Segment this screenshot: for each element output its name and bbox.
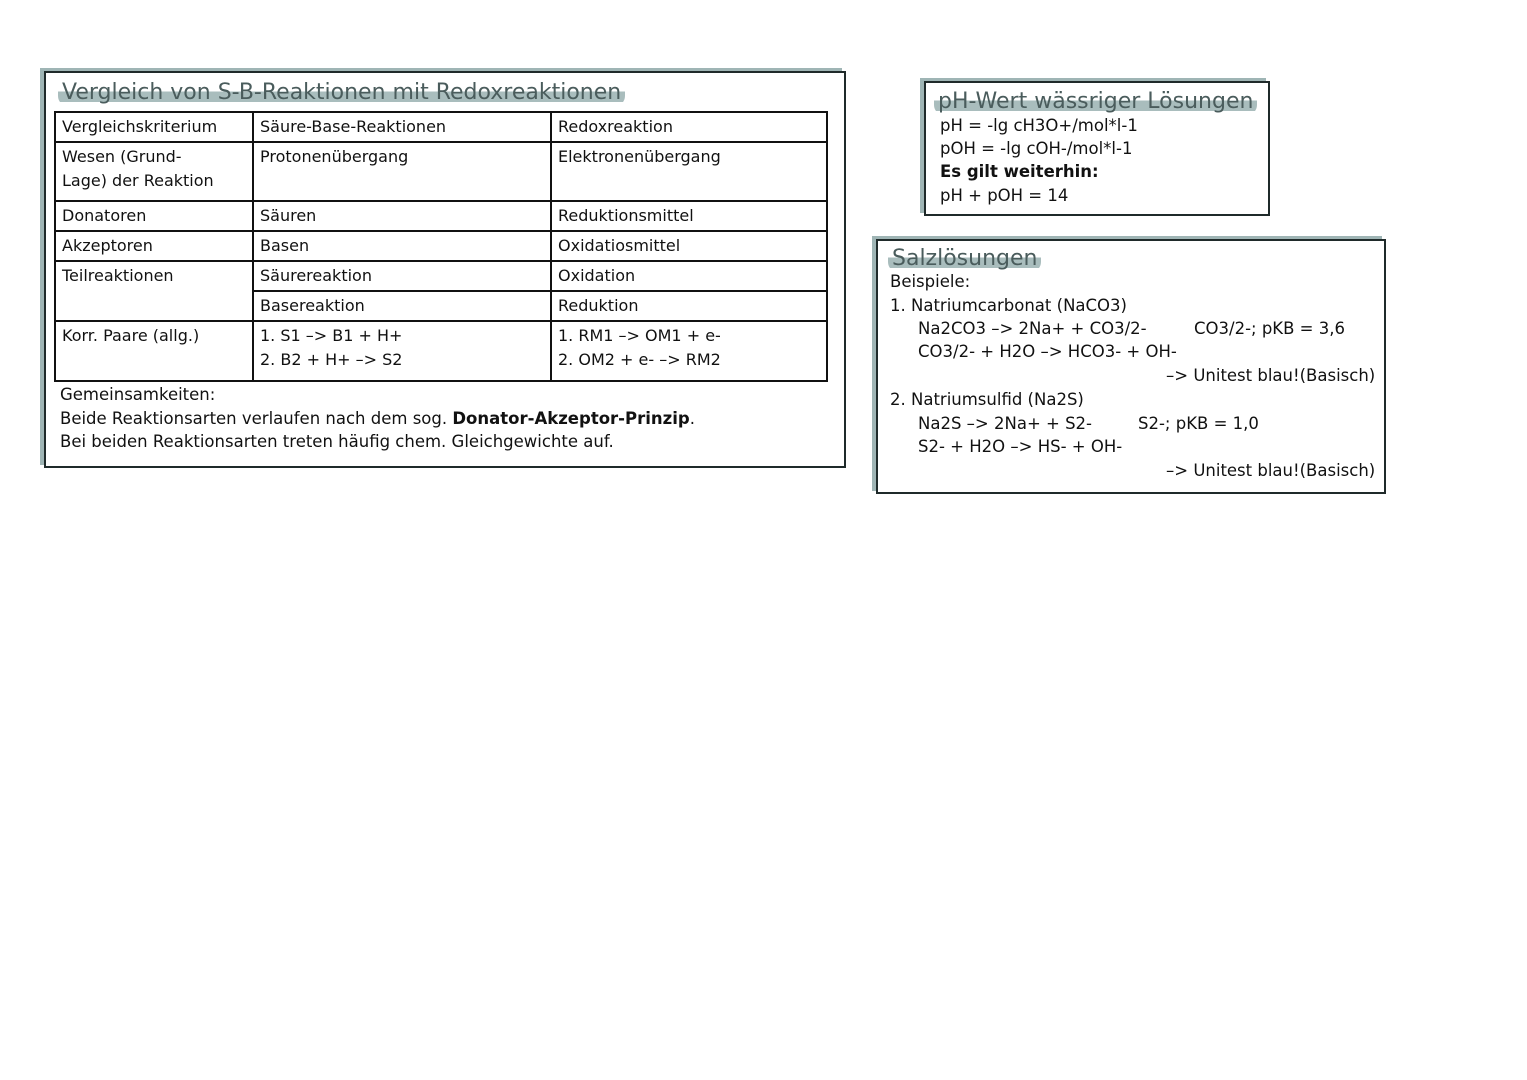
comparison-panel — [44, 71, 846, 468]
row-criterion-half-reactions: Teilreaktionen — [55, 261, 253, 321]
salt-title: Salzlösungen — [888, 246, 1041, 272]
common-line-1-bold: Donator-Akzeptor-Prinzip — [452, 409, 690, 428]
ph-note-heading: Es gilt weiterhin: — [940, 162, 1099, 181]
table-header-row — [55, 112, 827, 142]
criterion-text: Wesen (Grund- Lage) der Reaktion — [62, 147, 214, 190]
row-criterion-donors: Donatoren — [55, 201, 253, 231]
table-row — [55, 231, 827, 261]
row-redox-acceptors: Oxidatiosmittel — [551, 231, 827, 261]
table-row — [55, 261, 827, 291]
common-line-1-post: . — [689, 409, 695, 428]
ex2-equation-2: S2- + H2O –> HS- + OH- — [918, 437, 1123, 456]
comparison-title: Vergleich von S-B-Reaktionen mit Redoxreaktionen — [58, 80, 625, 106]
ex1-title: 1. Natriumcarbonat (NaCO3) — [890, 296, 1127, 315]
table-header-redox: Redoxreaktion — [551, 112, 827, 142]
common-line-1 — [60, 407, 695, 430]
ex2-result: –> Unitest blau!(Basisch) — [1166, 461, 1376, 480]
row-redox-half-2: Reduktion — [551, 291, 827, 321]
ph-sum-formula: pH + pOH = 14 — [940, 186, 1069, 205]
row-acid-base-donors: Säuren — [253, 201, 551, 231]
table-row — [55, 201, 827, 231]
row-acid-base-acceptors: Basen — [253, 231, 551, 261]
ph-title: pH-Wert wässriger Lösungen — [934, 89, 1257, 115]
common-heading: Gemeinsamkeiten: — [60, 385, 216, 404]
row-redox-donors: Reduktionsmittel — [551, 201, 827, 231]
ex1-pkb: CO3/2-; pKB = 3,6 — [1194, 319, 1345, 338]
table-header-criterion: Vergleichskriterium — [55, 112, 253, 142]
ph-panel — [924, 81, 1270, 216]
row-criterion-nature — [55, 142, 253, 201]
row-redox-half-1: Oxidation — [551, 261, 827, 291]
row-acid-base-pairs — [253, 321, 551, 381]
ex1-result: –> Unitest blau!(Basisch) — [1166, 366, 1376, 385]
table-row — [55, 142, 827, 201]
row-redox-nature: Elektronenübergang — [551, 142, 827, 201]
row-acid-base-nature: Protonenübergang — [253, 142, 551, 201]
row-criterion-acceptors: Akzeptoren — [55, 231, 253, 261]
comparison-table — [54, 111, 828, 382]
ex2-pkb: S2-; pKB = 1,0 — [1138, 414, 1259, 433]
row-acid-base-half-1: Säurereaktion — [253, 261, 551, 291]
row-acid-base-half-2: Basereaktion — [253, 291, 551, 321]
ex2-title: 2. Natriumsulfid (Na2S) — [890, 390, 1084, 409]
ex2-equation-1: Na2S –> 2Na+ + S2- — [918, 414, 1093, 433]
redox-pairs-text: 1. RM1 –> OM1 + e- 2. OM2 + e- –> RM2 — [558, 326, 721, 369]
ex1-equation-1: Na2CO3 –> 2Na+ + CO3/2- — [918, 319, 1147, 338]
poh-formula: pOH = -lg cOH-/mol*l-1 — [940, 139, 1133, 158]
table-row — [55, 321, 827, 381]
row-criterion-pairs: Korr. Paare (allg.) — [55, 321, 253, 381]
salt-panel — [876, 239, 1386, 494]
table-header-acid-base: Säure-Base-Reaktionen — [253, 112, 551, 142]
salt-intro: Beispiele: — [890, 272, 971, 291]
row-redox-pairs — [551, 321, 827, 381]
acid-base-pairs-text: 1. S1 –> B1 + H+ 2. B2 + H+ –> S2 — [260, 326, 403, 369]
common-line-1-pre: Beide Reaktionsarten verlaufen nach dem sog. — [60, 409, 453, 428]
common-line-2: Bei beiden Reaktionsarten treten häufig chem. Gleichgewichte auf. — [60, 432, 614, 451]
ph-formula: pH = -lg cH3O+/mol*l-1 — [940, 116, 1138, 135]
ex1-equation-2: CO3/2- + H2O –> HCO3- + OH- — [918, 342, 1177, 361]
